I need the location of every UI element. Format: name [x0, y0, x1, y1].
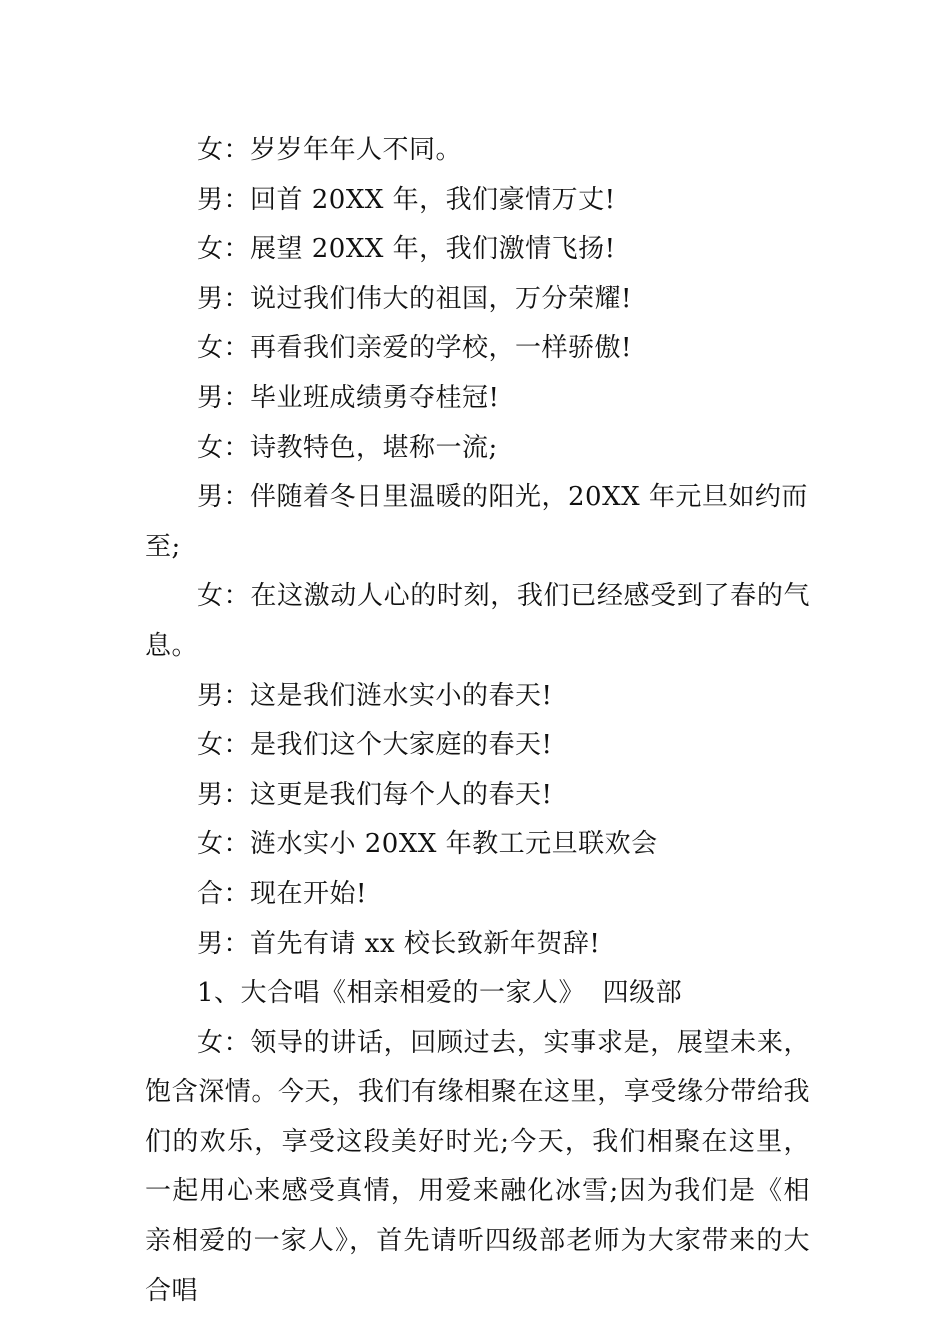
script-line: 合：现在开始!: [197, 878, 367, 909]
script-line: 女：展望 20XX 年，我们激情飞扬!: [197, 234, 616, 265]
script-line: 男：回首 20XX 年，我们豪情万丈!: [197, 184, 616, 215]
script-line: 男：伴随着冬日里温暖的阳光，20XX 年元旦如约而至;: [145, 482, 808, 562]
script-line: 男：毕业班成绩勇夺桂冠!: [197, 382, 500, 413]
script-line: 男：这是我们涟水实小的春天!: [197, 680, 553, 711]
script-line: 男：说过我们伟大的祖国，万分荣耀!: [197, 283, 632, 314]
script-line: 女：在这激动人心的时刻，我们已经感受到了春的气息。: [145, 581, 810, 661]
document-body: [145, 126, 810, 1316]
script-line: 女：领导的讲话，回顾过去，实事求是，展望未来，饱含深情。今天，我们有缘相聚在这里，享受缘分带给我们的欢乐，享受这段美好时光;今天，我们相聚在这里，一起用心来感受真情，用爱来融化冰雪;因为我们是《相亲相爱的一家人》，首先请听四级部老师为大家带来的大合唱: [145, 1027, 810, 1306]
script-line: 女：是我们这个大家庭的春天!: [197, 730, 553, 761]
program-item-heading: 1、大合唱《相亲相爱的一家人》 四级部: [197, 978, 683, 1009]
script-line: 女：涟水实小 20XX 年教工元旦联欢会: [197, 829, 658, 860]
script-line: 男：首先有请 xx 校长致新年贺辞!: [197, 928, 601, 959]
script-line: 女：岁岁年年人不同。: [197, 135, 463, 165]
script-line: 女：再看我们亲爱的学校，一样骄傲!: [197, 333, 632, 364]
script-line: 男：这更是我们每个人的春天!: [197, 779, 553, 810]
script-line: 女：诗教特色，堪称一流;: [197, 432, 498, 463]
